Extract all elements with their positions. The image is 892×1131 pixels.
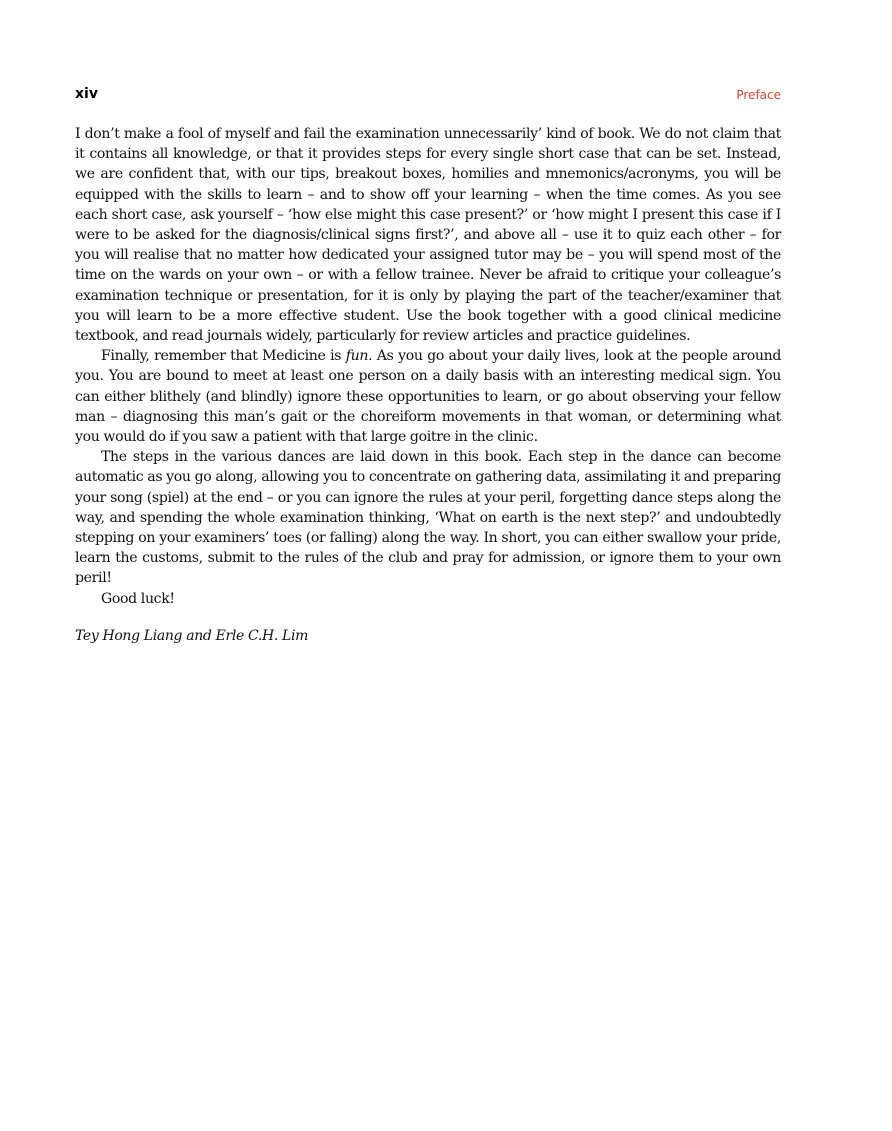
section-title: Preface — [736, 88, 781, 102]
author-signature: Tey Hong Liang and Erle C.H. Lim — [75, 628, 309, 644]
document-page — [75, 0, 781, 1131]
emphasis-fun: fun — [345, 348, 369, 365]
paragraph-2-end: . As you go about your daily lives, look at the people around you. You are bound to meet at least one person on a daily basis with an interesting medical sign. You can either blithely (and blindly) ignore these opportunities to learn, or go about observing your fellow man – diagnosing this man’s gait or the choreiform movements in that woman, or determining what you would do if you saw a patient with that large goitre in the clinic. — [75, 348, 781, 446]
paragraph-1: I don’t make a fool of myself and fail the examination unnecessarily’ kind of book. We do not claim that it contains all knowledge, or that it provides steps for every single short case that can be set. Instead, we are confident that, with our tips, breakout boxes, homilies and mnemonics/acronyms, you will be equipped with the skills to learn – and to show off your learning – when the time comes. As you see each short case, ask yourself – ‘how else might this case present?’ or ‘how might I present this case if I were to be asked for the diagnosis/clinical signs first?’, and above all – use it to quiz each other – for you will realise that no matter how dedicated your assigned tutor may be – you will spend most of the time on the wards on your own – or with a fellow trainee. Never be afraid to critique your colleague’s examination technique or presentation, for it is only by playing the part of the teacher/examiner that you will learn to be a more effective student. Use the book together with a good clinical medicine textbook, and read journals widely, particularly for review articles and practice guidelines. — [75, 126, 781, 345]
running-head — [75, 86, 781, 106]
preface-body — [75, 124, 781, 609]
paragraph-2-start: Finally, remember that Medicine is — [101, 348, 346, 365]
paragraph-2 — [75, 346, 781, 447]
page-number: xiv — [75, 86, 98, 102]
paragraph-4: Good luck! — [101, 590, 175, 607]
paragraph-3: The steps in the various dances are laid down in this book. Each step in the dance can become automatic as you go along, allowing you to concentrate on gathering data, assimilating it and preparing your song (spiel) at the end – or you can ignore the rules at your peril, forgetting dance steps along the way, and spending the whole examination thinking, ‘What on earth is the next step?’ and undoubtedly stepping on your examiners’ toes (or falling) along the way. In short, you can either swallow your pride, learn the customs, submit to the rules of the club and pray for admission, or ignore them to your own peril! — [75, 449, 781, 587]
